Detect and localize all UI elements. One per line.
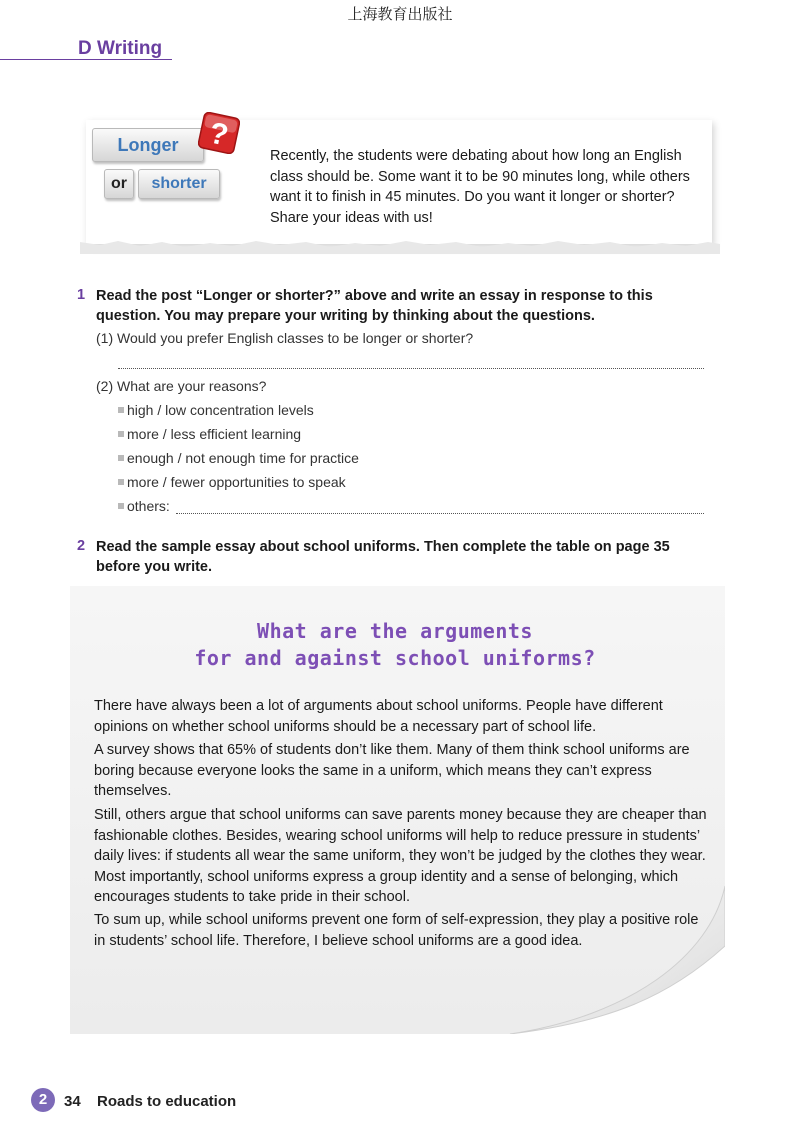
post-text: Recently, the students were debating about how long an English class should be. Some want it to be 90 minutes long, while others want it to finish in 45 minutes. Do you want it longer or shorter? Share your ideas with us! — [270, 148, 690, 226]
essay-title-line-1: What are the arguments — [257, 619, 533, 643]
answer-line-others[interactable] — [176, 513, 704, 514]
reason-option — [118, 426, 301, 442]
task-1-number: 1 — [77, 287, 86, 303]
section-title: D Writing — [78, 38, 163, 59]
reason-option — [118, 498, 170, 514]
reason-option — [118, 474, 346, 490]
bullet-icon — [118, 455, 124, 461]
reason-option — [118, 450, 359, 466]
task-1-question-1: (1) Would you prefer English classes to be longer or shorter? — [96, 330, 474, 346]
section-divider — [0, 59, 172, 60]
essay-paragraph: To sum up, while school uniforms prevent one form of self-expression, they play a positive role in students’ school life. Therefore, I believe school uniforms are a good idea. — [94, 912, 699, 949]
bullet-icon — [118, 431, 124, 437]
unit-badge: 2 — [31, 1088, 55, 1112]
reason-option-text: others: — [127, 498, 170, 514]
page-number: 34 — [64, 1093, 81, 1110]
question-mark-glyph: ? — [206, 116, 232, 153]
task-2-instruction: Read the sample essay about school uniforms. Then complete the table on page 35 before you write. — [96, 539, 670, 575]
task-1-question-2: (2) What are your reasons? — [96, 378, 267, 394]
bullet-icon — [118, 407, 124, 413]
reason-option — [118, 402, 314, 418]
reason-option-text: enough / not enough time for practice — [127, 450, 359, 466]
essay-paragraph: Still, others argue that school uniforms can save parents money because they are cheaper than fashionable clothes. Besides, wearing school uniforms will help to reduce pressure in students’ daily lives: if students all wear the same uniform, they won’t be judged by the clothes they wear. Most importantly, school uniforms express a group identity and a sense of belonging, which encourages students to take pride in their school. — [94, 807, 707, 905]
question-mark-icon — [198, 112, 240, 154]
answer-line-1[interactable] — [118, 368, 704, 369]
reason-option-text: high / low concentration levels — [127, 402, 314, 418]
or-key: or — [104, 169, 134, 199]
essay-paragraph: A survey shows that 65% of students don’t like them. Many of them think school uniforms are boring because everyone looks the same in a uniform, which means they can’t express themselves. — [94, 742, 690, 799]
shorter-key: shorter — [138, 169, 220, 199]
publisher-name: 上海教育出版社 — [347, 5, 453, 23]
reason-option-text: more / fewer opportunities to speak — [127, 474, 346, 490]
unit-name: Roads to education — [97, 1093, 237, 1110]
reason-option-text: more / less efficient learning — [127, 426, 302, 442]
essay-title — [150, 618, 640, 672]
bullet-icon — [118, 503, 124, 509]
essay-title-line-2: for and against school uniforms? — [194, 646, 596, 670]
task-1-instruction: Read the post “Longer or shorter?” above and write an essay in response to this question. You may prepare your writing by thinking about the questions. — [96, 288, 653, 324]
torn-edge — [80, 238, 720, 254]
task-2-number: 2 — [77, 538, 86, 554]
longer-key: Longer — [92, 128, 204, 162]
essay-paragraph: There have always been a lot of arguments about school uniforms. People have different opinions on whether school uniforms should be a necessary part of school life. — [94, 698, 663, 735]
bullet-icon — [118, 479, 124, 485]
